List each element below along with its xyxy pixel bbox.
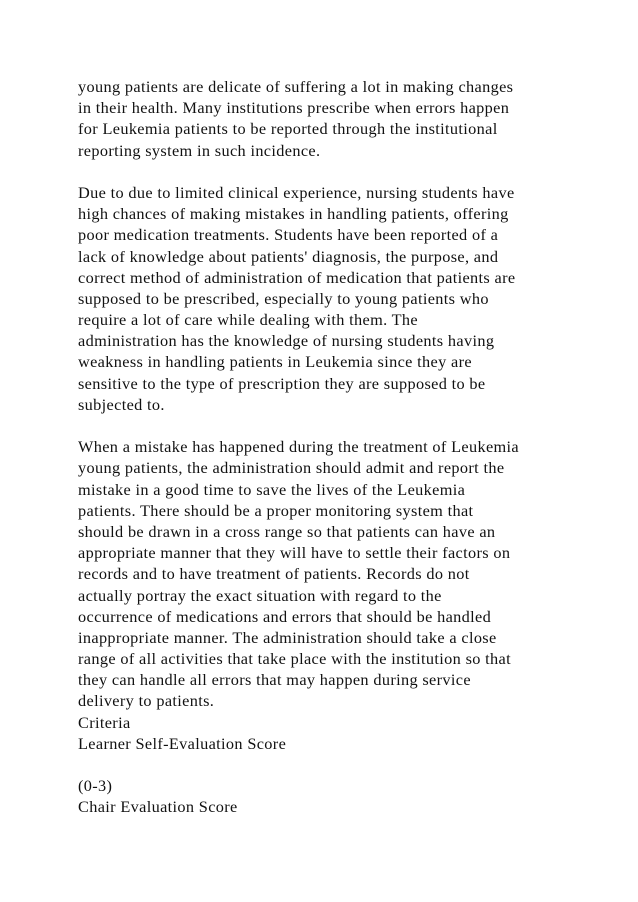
- paragraph-1: [78, 76, 618, 161]
- text-line: Due to due to limited clinical experience, nursing students have: [78, 182, 515, 202]
- text-line: lack of knowledge about patients' diagnosis, the purpose, and: [78, 246, 499, 266]
- learner-score-label: Learner Self-Evaluation Score: [78, 733, 287, 753]
- text-line: should be drawn in a cross range so that patients can have an: [78, 521, 496, 541]
- paragraph-4: [78, 775, 618, 817]
- paragraph-spacer: [78, 754, 618, 775]
- text-line: for Leukemia patients to be reported through the institutional: [78, 119, 498, 139]
- text-line: reporting system in such incidence.: [78, 140, 321, 160]
- text-line: supposed to be prescribed, especially to young patients who: [78, 288, 489, 308]
- text-line: mistake in a good time to save the lives of the Leukemia: [78, 479, 466, 499]
- text-line: young patients are delicate of suffering a lot in making changes: [78, 77, 514, 96]
- text-line: subjected to.: [78, 394, 165, 414]
- text-line: actually portray the exact situation with regard to the: [78, 585, 442, 605]
- text-line: they can handle all errors that may happen during service: [78, 670, 471, 690]
- document-body: [78, 76, 618, 818]
- paragraph-3: [78, 436, 618, 754]
- chair-score-label: Chair Evaluation Score: [78, 797, 238, 817]
- paragraph-spacer: [78, 415, 618, 436]
- text-line: administration has the knowledge of nursing students having: [78, 331, 495, 351]
- text-line: inappropriate manner. The administration should take a close: [78, 627, 497, 647]
- text-line: poor medication treatments. Students have been reported of a: [78, 225, 499, 245]
- text-line: records and to have treatment of patients. Records do not: [78, 564, 470, 584]
- text-line: patients. There should be a proper monitoring system that: [78, 500, 474, 520]
- text-line: sensitive to the type of prescription they are supposed to be: [78, 373, 486, 393]
- score-range: (0-3): [78, 776, 113, 796]
- text-line: young patients, the administration should admit and report the: [78, 458, 505, 478]
- text-line: When a mistake has happened during the treatment of Leukemia: [78, 437, 519, 457]
- text-line: in their health. Many institutions prescribe when errors happen: [78, 98, 510, 118]
- text-line: weakness in handling patients in Leukemia since they are: [78, 352, 472, 372]
- text-line: range of all activities that take place with the institution so that: [78, 649, 511, 669]
- text-line: high chances of making mistakes in handling patients, offering: [78, 204, 509, 224]
- text-line: require a lot of care while dealing with them. The: [78, 310, 418, 330]
- paragraph-2: [78, 182, 618, 415]
- paragraph-spacer: [78, 161, 618, 182]
- text-line: occurrence of medications and errors that should be handled: [78, 606, 492, 626]
- text-line: appropriate manner that they will have to settle their factors on: [78, 543, 511, 563]
- text-line: delivery to patients.: [78, 691, 215, 711]
- text-line: correct method of administration of medication that patients are: [78, 267, 516, 287]
- criteria-heading: Criteria: [78, 712, 131, 732]
